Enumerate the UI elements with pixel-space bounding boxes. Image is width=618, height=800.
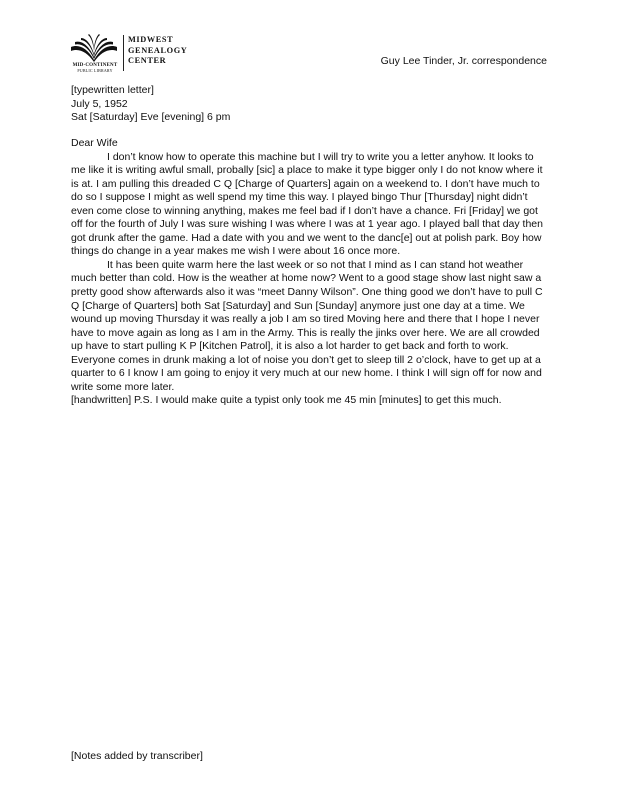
letter-paragraph: I don’t know how to operate this machine but I will try to write you a letter anyhow. It looks to me like it is writing awful small, probally [sic] a place to make it type bigger only I do not know where it is at. I am pulling this dreaded C Q [Charge of Quarters] again on a weekend to. I don’t have much to do so I suppose I might as well spend my time this way. I played bingo Thur [Thursday] night didn’t even come close to winning anything, makes me feel bad if I don’t have a chance. Fri [Friday] we got off for the fourth of July I was sure wishing I was where I was at 1 year ago. I played ball that day then got drunk after the game. Had a date with you and we went to the danc[e] out at polish park. Boy how things do change in a year makes me wish I were about 16 once more. xyxy=(71,150,543,258)
logo-divider xyxy=(123,35,124,71)
postscript: [handwritten] P.S. I would make quite a typist only took me 45 min [minutes] to get this much. xyxy=(71,394,502,407)
midwest-genealogy-center-logo xyxy=(70,34,210,74)
logo-name-line: MIDWEST xyxy=(128,35,174,44)
letter-body xyxy=(71,137,549,408)
logo-name-line: GENEALOGY xyxy=(128,45,188,55)
logo-wordmark xyxy=(128,35,187,67)
letter-metadata xyxy=(71,84,230,125)
logo-sub-line2: PUBLIC LIBRARY xyxy=(77,68,113,73)
collection-title: Guy Lee Tinder, Jr. correspondence xyxy=(380,55,547,67)
salutation: Dear Wife xyxy=(71,137,118,149)
document-type: [typewritten letter] xyxy=(71,84,154,96)
book-pages-icon xyxy=(70,34,118,64)
transcriber-note: [Notes added by transcriber] xyxy=(71,750,203,762)
letter-paragraph: It has been quite warm here the last week or so not that I mind as I can stand hot weather much better than cold. How is the weather at home now? Went to a good stage show last night saw a pretty good show afterwards also it was “meet Danny Wilson”. One thing good we don’t have to pull C Q [Charge of Quarters] both Sat [Saturday] and Sun [Sunday] anymore just one day at a time. We wound up moving Thursday it was really a job I am so tired Moving here and there that I hope I never have to move again as long as I am in the Army. This is really the jinks over here. We are all crowded up have to start pulling K P [Kitchen Patrol], it is also a lot harder to get back and forth to work. Everyone comes in drunk making a lot of noise you don’t get to sleep till 2 o’clock, have to get up at a quarter to 6 I know I am going to enjoy it very much at our new home. I think I will sign off for now and write some more later. xyxy=(71,258,543,393)
logo-name-line: CENTER xyxy=(128,56,167,65)
letter-time: Sat [Saturday] Eve [evening] 6 pm xyxy=(71,111,231,123)
logo-sub-line1: MID-CONTINENT xyxy=(72,63,118,68)
letter-date: July 5, 1952 xyxy=(71,97,128,110)
logo-subtitle xyxy=(70,63,120,73)
